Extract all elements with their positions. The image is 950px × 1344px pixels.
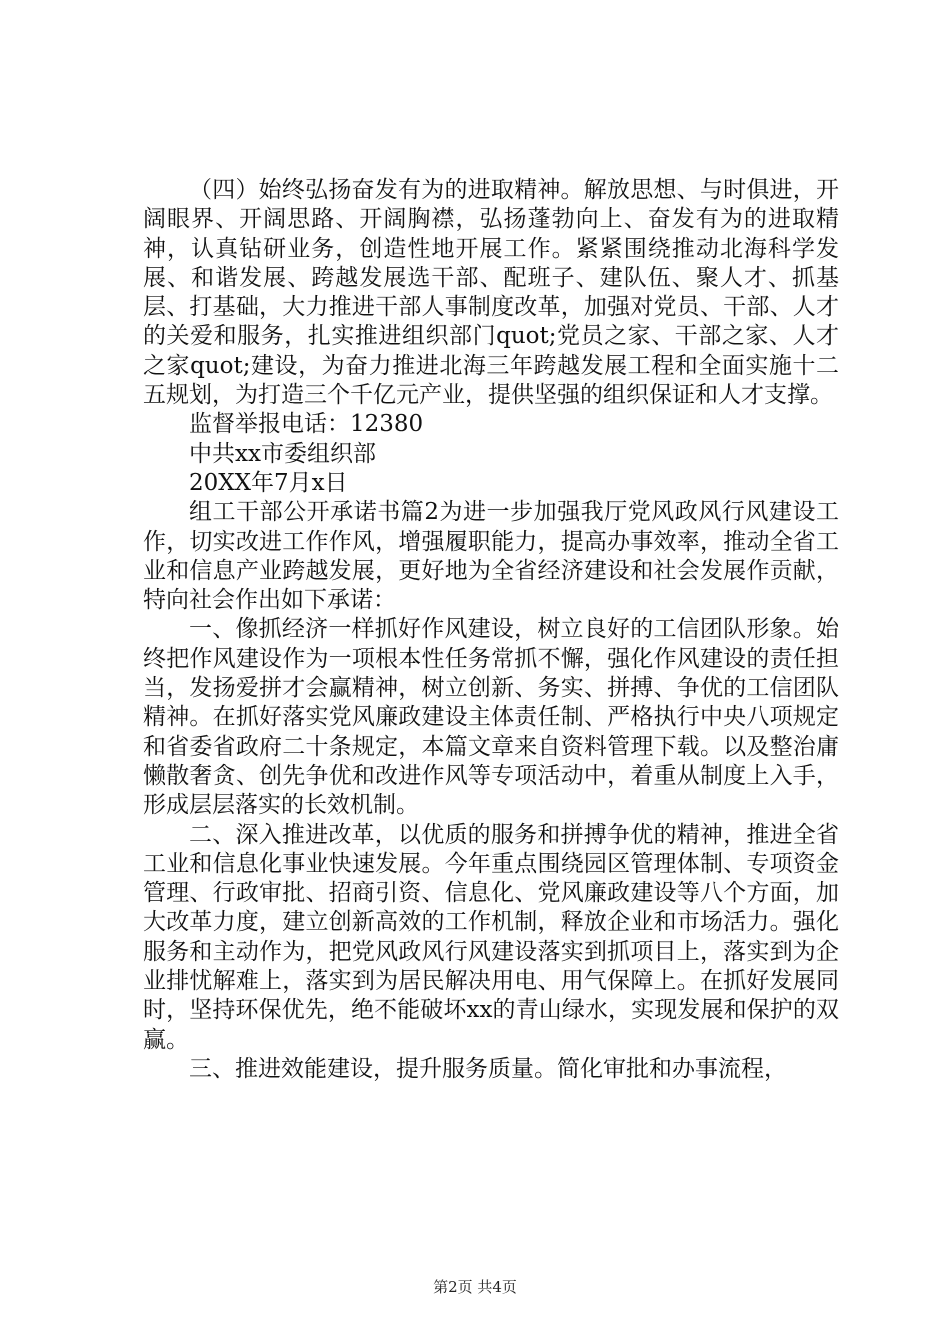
paragraph-hotline: 监督举报电话：12380 xyxy=(189,411,424,438)
paragraph-pledge-two: 二、深入推进改革，以优质的服务和拼搏争优的精神，推进全省工业和信息化事业快速发展。今年重点围绕园区管理体制、专项资金管理、行政审批、招商引资、信息化、党风廉政建设等八个方面，加大改革力度，建立创新高效的工作机制，释放企业和市场活力。强化服务和主动作为，把党风政风行风建设落实到抓项目上，落实到为企业排忧解难上，落实到为居民解决用电、用气保障上。在抓好发展同时，坚持环保优先，绝不能破坏xx的青山绿水，实现发展和保护的双赢。 xyxy=(143,821,839,1053)
paragraph-pledge-three: 三、推进效能建设，提升服务质量。简化审批和办事流程， xyxy=(189,1055,787,1082)
paragraph-date: 20XX年7月x日 xyxy=(189,469,348,496)
paragraph-section-four: （四）始终弘扬奋发有为的进取精神。解放思想、与时俱进，开阔眼界、开阔思路、开阔胸襟，弘扬蓬勃向上、奋发有为的进取精神，认真钻研业务，创造性地开展工作。紧紧围绕推动北海科学发展、和谐发展、跨越发展选干部、配班子、建队伍、聚人才、抓基层、打基础，大力推进干部人事制度改革，加强对党员、干部、人才的关爱和服务，扎实推进组织部门quot;党员之家、干部之家、人才之家quot;建设，为奋力推进北海三年跨越发展工程和全面实施十二五规划，为打造三个千亿元产业，提供坚强的组织保证和人才支撑。 xyxy=(143,177,839,409)
paragraph-issuer: 中共xx市委组织部 xyxy=(189,440,376,467)
page-footer: 第2页 共4页 xyxy=(433,1278,517,1296)
document-body xyxy=(143,176,839,1084)
paragraph-pledge-one: 一、像抓经济一样抓好作风建设，树立良好的工信团队形象。始终把作风建设作为一项根本性任务常抓不懈，强化作风建设的责任担当，发扬爱拼才会赢精神，树立创新、务实、拼搏、争优的工信团队精神。在抓好落实党风廉政建设主体责任制、严格执行中央八项规定和省委省政府二十条规定，本篇文章来自资料管理下载。以及整治庸懒散奢贪、创先争优和改进作风等专项活动中，着重从制度上入手，形成层层落实的长效机制。 xyxy=(143,616,839,819)
paragraph-pledge-intro: 组工干部公开承诺书篇2为进一步加强我厅党风政风行风建设工作，切实改进工作作风，增强履职能力，提高办事效率，推动全省工业和信息产业跨越发展，更好地为全省经济建设和社会发展作贡献，特向社会作出如下承诺： xyxy=(143,499,839,614)
